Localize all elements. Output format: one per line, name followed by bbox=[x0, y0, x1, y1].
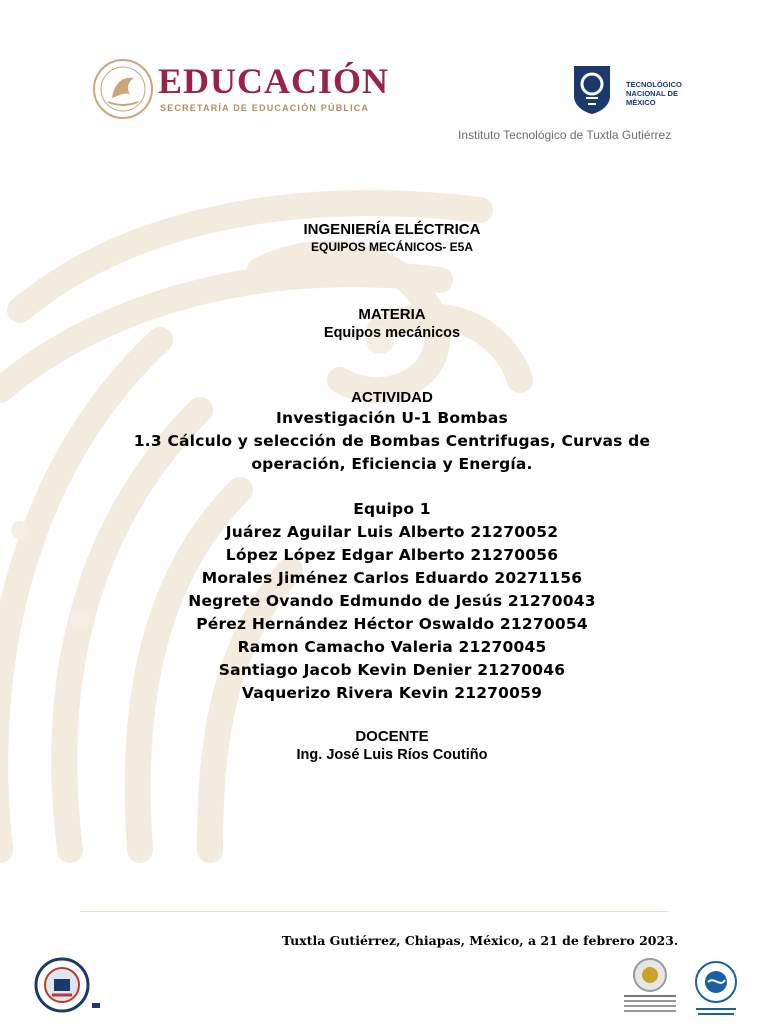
global-compact-icon bbox=[688, 958, 744, 1018]
team-heading: Equipo 1 bbox=[353, 500, 431, 518]
team-member: Ramon Camacho Valeria 21270045 bbox=[237, 638, 547, 656]
team-member: Morales Jiménez Carlos Eduardo 20271156 bbox=[201, 569, 583, 587]
team-member: Juárez Aguilar Luis Alberto 21270052 bbox=[225, 523, 559, 541]
tecnm-shield-icon bbox=[570, 62, 614, 114]
teacher-heading: DOCENTE bbox=[355, 728, 429, 745]
place-date: Tuxtla Gutiérrez, Chiapas, México, a 21 de febrero 2023. bbox=[282, 933, 679, 948]
teacher-name: Ing. José Luis Ríos Coutiño bbox=[296, 747, 488, 763]
sep-logo bbox=[92, 58, 392, 124]
activity-heading: ACTIVIDAD bbox=[351, 389, 433, 406]
team-member: López López Edgar Alberto 21270056 bbox=[225, 546, 559, 564]
iso-certification-icon bbox=[620, 955, 680, 1017]
institute-name: Instituto Tecnológico de Tuxtla Gutiérrez bbox=[458, 128, 672, 142]
activity-line-3: operación, Eficiencia y Energía. bbox=[251, 455, 533, 473]
tecnm-line1: TECNOLÓGICO bbox=[626, 80, 682, 89]
activity-line-2: 1.3 Cálculo y selección de Bombas Centrifugas, Curvas de bbox=[133, 432, 651, 450]
ittg-logo-icon bbox=[30, 955, 102, 1015]
activity-line-1: Investigación U-1 Bombas bbox=[276, 409, 508, 427]
sep-subtitle: SECRETARÍA DE EDUCACIÓN PÚBLICA bbox=[160, 103, 370, 113]
group-label: EQUIPOS MECÁNICOS- E5A bbox=[310, 240, 474, 254]
subject-name: Equipos mecánicos bbox=[323, 325, 461, 341]
tecnm-name bbox=[626, 80, 700, 107]
team-member: Vaquerizo Rivera Kevin 21270059 bbox=[241, 684, 543, 702]
cover-content bbox=[80, 220, 704, 764]
tecnm-logo bbox=[570, 62, 700, 118]
footer-divider bbox=[80, 911, 668, 912]
subject-heading: MATERIA bbox=[358, 306, 426, 323]
team-member: Negrete Ovando Edmundo de Jesús 21270043 bbox=[188, 592, 596, 610]
tecnm-line2: NACIONAL DE MÉXICO bbox=[626, 89, 678, 107]
career-title: INGENIERÍA ELÉCTRICA bbox=[303, 221, 481, 238]
national-seal-icon bbox=[92, 58, 154, 120]
sep-title: EDUCACIÓN bbox=[158, 61, 390, 101]
team-member: Santiago Jacob Kevin Denier 21270046 bbox=[218, 661, 566, 679]
team-member: Pérez Hernández Héctor Oswaldo 21270054 bbox=[196, 615, 588, 633]
